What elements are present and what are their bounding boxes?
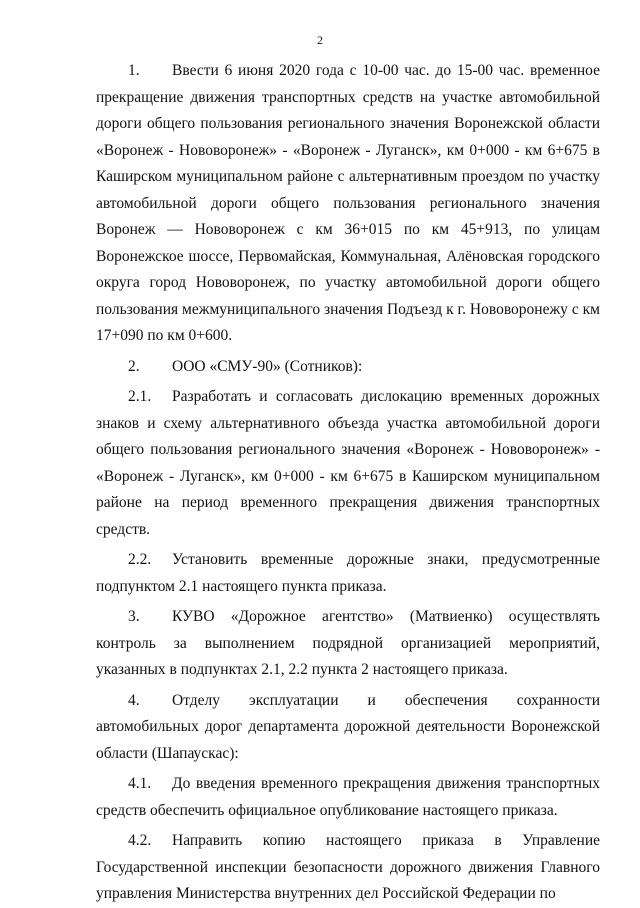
paragraph-4-1: [96, 771, 600, 824]
paragraph-number: 3.: [128, 608, 140, 625]
paragraph-number: 1.: [128, 62, 140, 79]
paragraph-4: [96, 688, 600, 768]
paragraph-3: [96, 604, 600, 684]
paragraph-4-2: [96, 828, 600, 908]
paragraph-number: 2.1.: [128, 388, 152, 405]
paragraph-text: Ввести 6 июня 2020 года с 10-00 час. до 15-00 час. временное прекращение движения транспортных средств на участке автомобильной дороги общего пользования регионального значения Воронежской области «Воронеж - Нововоронеж» - «Воронеж - Луганск», км 0+000 - км 6+675 в Каширском муниципальном районе с альтернативным проездом по участку автомобильной дороги общего пользования регионального значения Воронеж — Нововоронеж с км 36+015 по км 45+913, по улицам Воронежское шоссе, Первомайская, Коммунальная, Алёновская городского округа город Нововоронеж, по участку автомобильной дороги общего пользования межмуниципального значения Подъезд к г. Нововоронежу с км 17+090 по км 0+600.: [96, 62, 600, 344]
paragraph-text: Разработать и согласовать дислокацию временных дорожных знаков и схему альтернативного объезда участка автомобильной дороги общего пользования регионального значения «Воронеж - Нововоронеж» - «Воронеж - Луганск», км 0+000 - км 6+675 в Каширском муниципальном районе на период временного прекращения движения транспортных средств.: [96, 388, 600, 538]
paragraph-text: Установить временные дорожные знаки, предусмотренные подпунктом 2.1 настоящего пункта приказа.: [96, 551, 600, 595]
paragraph-2: [96, 354, 600, 381]
paragraph-number: 2.2.: [128, 551, 152, 568]
paragraph-text: ООО «СМУ-90» (Сотников):: [172, 357, 363, 375]
paragraph-text: Отделу эксплуатации и обеспечения сохранности автомобильных дорог департамента дорожной деятельности Воронежской области (Шапаускас):: [96, 691, 600, 762]
paragraph-text: До введения временного прекращения движения транспортных средств обеспечить официальное опубликование настоящего приказа.: [96, 775, 600, 819]
paragraph-number: 4.1.: [128, 775, 152, 792]
paragraph-text: КУВО «Дорожное агентство» (Матвиенко) осуществлять контроль за выполнением подрядной организацией мероприятий, указанных в подпунктах 2.1, 2.2 пункта 2 настоящего приказа.: [96, 608, 600, 678]
paragraph-2-1: [96, 384, 600, 543]
paragraph-2-2: [96, 547, 600, 600]
paragraph-1: [96, 58, 600, 350]
paragraph-number: 4.2.: [128, 832, 152, 849]
document-body: [96, 58, 600, 908]
paragraph-number: 4.: [128, 691, 140, 709]
paragraph-text: Направить копию настоящего приказа в Управление Государственной инспекции безопасности дорожного движения Главного управления Министерства внутренних дел Российской Федерации по: [96, 832, 600, 902]
paragraph-number: 2.: [128, 357, 140, 375]
page-number: 2: [317, 33, 323, 47]
